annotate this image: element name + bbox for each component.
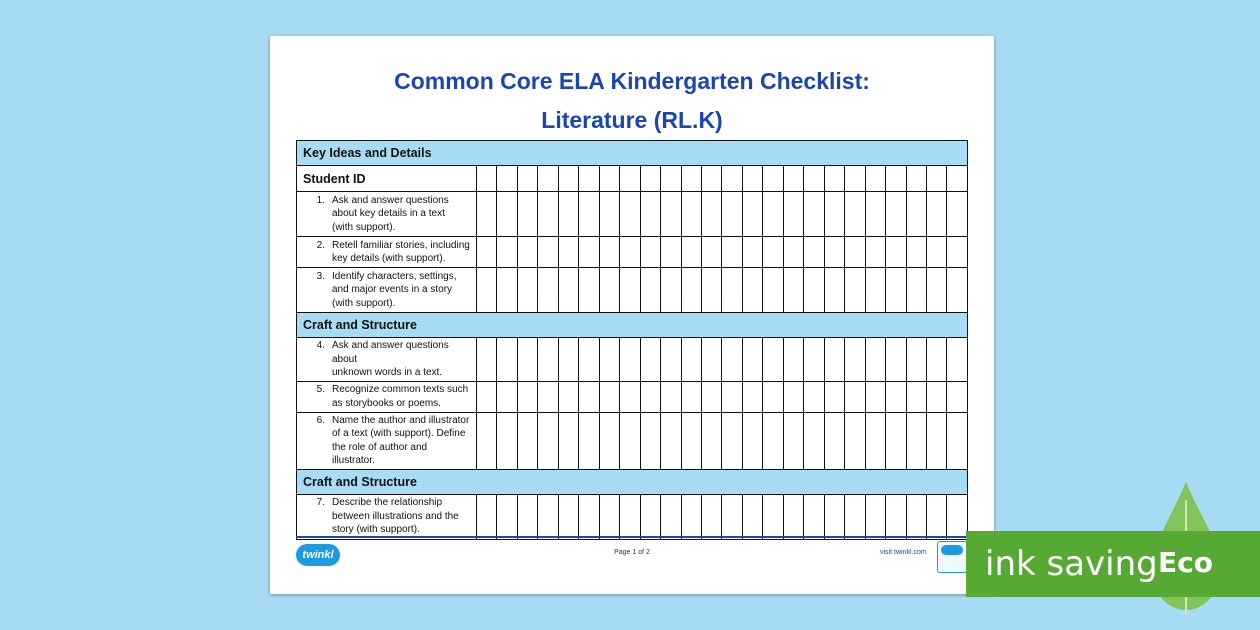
criterion-line: about key details in a text [332, 208, 445, 220]
check-cell[interactable] [886, 338, 906, 382]
check-cell[interactable] [886, 237, 906, 268]
check-cell[interactable] [886, 166, 906, 192]
criterion-line: Recognize common texts such [332, 384, 469, 395]
check-cell[interactable] [497, 338, 517, 382]
quality-badge-icon [937, 541, 967, 573]
check-cell[interactable] [722, 412, 742, 469]
check-cell[interactable] [845, 237, 865, 268]
check-cell[interactable] [477, 494, 497, 539]
check-cell[interactable] [763, 412, 783, 469]
check-cell[interactable] [538, 237, 558, 268]
criterion-cell [297, 412, 477, 469]
criterion-row [297, 237, 968, 268]
check-cell[interactable] [681, 166, 701, 192]
check-cell[interactable] [640, 338, 660, 382]
check-cell[interactable] [640, 192, 660, 237]
check-cell[interactable] [558, 268, 578, 313]
check-cell[interactable] [865, 237, 885, 268]
check-cell[interactable] [620, 381, 640, 412]
student-id-label: Student ID [297, 166, 477, 192]
check-cell[interactable] [742, 166, 762, 192]
footer-divider [296, 536, 967, 538]
check-cell[interactable] [763, 494, 783, 539]
criterion-line: as storybooks or poems. [332, 397, 441, 409]
check-cell[interactable] [926, 166, 946, 192]
criterion-line: unknown words in a text. [332, 367, 443, 378]
check-cell[interactable] [906, 268, 926, 313]
check-cell[interactable] [517, 494, 537, 539]
check-cell[interactable] [926, 494, 946, 539]
check-cell[interactable] [497, 381, 517, 412]
check-cell[interactable] [599, 192, 619, 237]
check-cell[interactable] [558, 166, 578, 192]
check-cell[interactable] [763, 237, 783, 268]
check-cell[interactable] [640, 494, 660, 539]
check-cell[interactable] [824, 237, 844, 268]
check-cell[interactable] [865, 268, 885, 313]
check-cell[interactable] [845, 338, 865, 382]
check-cell[interactable] [517, 381, 537, 412]
check-cell[interactable] [681, 494, 701, 539]
check-cell[interactable] [477, 166, 497, 192]
title-line-2: Literature (RL.K) [541, 107, 723, 133]
check-cell[interactable] [886, 381, 906, 412]
check-cell[interactable] [926, 237, 946, 268]
check-cell[interactable] [804, 338, 824, 382]
check-cell[interactable] [701, 268, 721, 313]
check-cell[interactable] [661, 412, 681, 469]
check-cell[interactable] [497, 412, 517, 469]
check-cell[interactable] [497, 237, 517, 268]
check-cell[interactable] [947, 268, 968, 313]
check-cell[interactable] [926, 192, 946, 237]
section-heading: Craft and Structure [297, 469, 968, 494]
check-cell[interactable] [558, 381, 578, 412]
section-header-row [297, 469, 968, 494]
criterion-number: 6. [316, 414, 325, 426]
check-cell[interactable] [865, 166, 885, 192]
criterion-number: 3. [316, 270, 325, 282]
check-cell[interactable] [824, 381, 844, 412]
check-cell[interactable] [701, 494, 721, 539]
check-cell[interactable] [579, 237, 599, 268]
check-cell[interactable] [497, 192, 517, 237]
criterion-line: Identify characters, settings, [332, 270, 457, 282]
check-cell[interactable] [579, 494, 599, 539]
check-cell[interactable] [538, 338, 558, 382]
check-cell[interactable] [763, 166, 783, 192]
check-cell[interactable] [701, 166, 721, 192]
check-cell[interactable] [906, 237, 926, 268]
check-cell[interactable] [763, 192, 783, 237]
check-cell[interactable] [661, 338, 681, 382]
criterion-row [297, 381, 968, 412]
check-cell[interactable] [579, 166, 599, 192]
criterion-text [332, 270, 472, 311]
check-cell[interactable] [926, 338, 946, 382]
check-cell[interactable] [783, 412, 803, 469]
check-cell[interactable] [947, 192, 968, 237]
check-cell[interactable] [783, 192, 803, 237]
check-cell[interactable] [926, 412, 946, 469]
check-cell[interactable] [722, 494, 742, 539]
check-cell[interactable] [661, 494, 681, 539]
check-cell[interactable] [538, 412, 558, 469]
criterion-line: Ask and answer questions [332, 194, 449, 206]
criterion-cell [297, 338, 477, 382]
check-cell[interactable] [497, 268, 517, 313]
check-cell[interactable] [681, 268, 701, 313]
check-cell[interactable] [538, 494, 558, 539]
check-cell[interactable] [722, 166, 742, 192]
check-cell[interactable] [824, 268, 844, 313]
check-cell[interactable] [558, 237, 578, 268]
check-cell[interactable] [722, 192, 742, 237]
criterion-text [332, 414, 472, 468]
check-cell[interactable] [906, 381, 926, 412]
criterion-line: (with support). [332, 297, 396, 309]
student-id-row [297, 166, 968, 192]
criterion-line: between illustrations and the [332, 510, 459, 522]
check-cell[interactable] [538, 166, 558, 192]
criterion-cell [297, 494, 477, 539]
check-cell[interactable] [804, 237, 824, 268]
check-cell[interactable] [681, 237, 701, 268]
check-cell[interactable] [722, 338, 742, 382]
check-cell[interactable] [742, 494, 762, 539]
eco-badge-text: Eco [1158, 546, 1213, 579]
criterion-number: 5. [316, 384, 325, 395]
check-cell[interactable] [579, 268, 599, 313]
check-cell[interactable] [538, 192, 558, 237]
check-cell[interactable] [886, 412, 906, 469]
check-cell[interactable] [599, 268, 619, 313]
check-cell[interactable] [742, 381, 762, 412]
check-cell[interactable] [701, 338, 721, 382]
check-cell[interactable] [865, 338, 885, 382]
check-cell[interactable] [558, 338, 578, 382]
check-cell[interactable] [742, 412, 762, 469]
page-number: Page 1 of 2 [614, 549, 650, 556]
check-cell[interactable] [886, 494, 906, 539]
check-cell[interactable] [906, 166, 926, 192]
check-cell[interactable] [824, 192, 844, 237]
check-cell[interactable] [579, 412, 599, 469]
check-cell[interactable] [640, 381, 660, 412]
criterion-line: key details (with support). [332, 253, 446, 264]
criterion-line: Name the author and illustrator [332, 414, 470, 426]
check-cell[interactable] [947, 166, 968, 192]
check-cell[interactable] [783, 494, 803, 539]
check-cell[interactable] [620, 268, 640, 313]
check-cell[interactable] [497, 166, 517, 192]
check-cell[interactable] [517, 268, 537, 313]
criterion-row [297, 268, 968, 313]
criterion-text [332, 496, 472, 537]
check-cell[interactable] [845, 192, 865, 237]
check-cell[interactable] [681, 412, 701, 469]
check-cell[interactable] [538, 381, 558, 412]
check-cell[interactable] [947, 338, 968, 382]
worksheet-title [270, 62, 994, 140]
check-cell[interactable] [558, 412, 578, 469]
check-cell[interactable] [579, 192, 599, 237]
check-cell[interactable] [517, 237, 537, 268]
check-cell[interactable] [865, 381, 885, 412]
check-cell[interactable] [947, 237, 968, 268]
criterion-line: Ask and answer questions about [332, 340, 449, 365]
criterion-line: the role of author and illustrator. [332, 441, 428, 466]
check-cell[interactable] [783, 166, 803, 192]
checklist-table [296, 140, 968, 540]
check-cell[interactable] [558, 192, 578, 237]
check-cell[interactable] [661, 237, 681, 268]
check-cell[interactable] [947, 381, 968, 412]
check-cell[interactable] [599, 338, 619, 382]
criterion-row [297, 338, 968, 382]
criterion-line: and major events in a story [332, 284, 453, 296]
check-cell[interactable] [620, 237, 640, 268]
criterion-cell [297, 192, 477, 237]
check-cell[interactable] [661, 268, 681, 313]
check-cell[interactable] [742, 237, 762, 268]
section-heading: Key Ideas and Details [297, 141, 968, 166]
check-cell[interactable] [681, 192, 701, 237]
check-cell[interactable] [845, 166, 865, 192]
criterion-text [332, 194, 472, 235]
check-cell[interactable] [886, 192, 906, 237]
check-cell[interactable] [906, 494, 926, 539]
check-cell[interactable] [783, 338, 803, 382]
check-cell[interactable] [926, 268, 946, 313]
check-cell[interactable] [783, 237, 803, 268]
criterion-row [297, 494, 968, 539]
check-cell[interactable] [763, 268, 783, 313]
check-cell[interactable] [783, 381, 803, 412]
check-cell[interactable] [865, 192, 885, 237]
check-cell[interactable] [620, 494, 640, 539]
check-cell[interactable] [906, 412, 926, 469]
check-cell[interactable] [824, 166, 844, 192]
criterion-cell [297, 268, 477, 313]
criterion-number: 1. [316, 194, 325, 206]
check-cell[interactable] [517, 412, 537, 469]
check-cell[interactable] [599, 166, 619, 192]
check-cell[interactable] [599, 381, 619, 412]
check-cell[interactable] [804, 412, 824, 469]
check-cell[interactable] [845, 412, 865, 469]
check-cell[interactable] [640, 166, 660, 192]
check-cell[interactable] [579, 381, 599, 412]
check-cell[interactable] [742, 338, 762, 382]
criterion-line: story (with support). [332, 524, 420, 536]
check-cell[interactable] [517, 192, 537, 237]
check-cell[interactable] [517, 166, 537, 192]
check-cell[interactable] [599, 412, 619, 469]
check-cell[interactable] [517, 338, 537, 382]
check-cell[interactable] [681, 381, 701, 412]
criterion-text [332, 383, 472, 410]
check-cell[interactable] [865, 412, 885, 469]
check-cell[interactable] [763, 381, 783, 412]
check-cell[interactable] [477, 412, 497, 469]
eco-banner-text: ink saving [985, 544, 1158, 584]
section-heading: Craft and Structure [297, 313, 968, 338]
check-cell[interactable] [477, 192, 497, 237]
criterion-cell [297, 381, 477, 412]
check-cell[interactable] [538, 268, 558, 313]
check-cell[interactable] [477, 338, 497, 382]
check-cell[interactable] [865, 494, 885, 539]
check-cell[interactable] [701, 381, 721, 412]
check-cell[interactable] [661, 192, 681, 237]
check-cell[interactable] [824, 494, 844, 539]
twinkl-logo: twinkl [296, 544, 340, 566]
check-cell[interactable] [906, 192, 926, 237]
check-cell[interactable] [886, 268, 906, 313]
check-cell[interactable] [783, 268, 803, 313]
check-cell[interactable] [804, 166, 824, 192]
check-cell[interactable] [763, 338, 783, 382]
criterion-line: Retell familiar stories, including [332, 239, 470, 251]
check-cell[interactable] [804, 268, 824, 313]
check-cell[interactable] [661, 166, 681, 192]
check-cell[interactable] [477, 237, 497, 268]
criterion-number: 7. [316, 497, 325, 509]
check-cell[interactable] [497, 494, 517, 539]
criterion-row [297, 192, 968, 237]
criterion-number: 4. [316, 340, 325, 351]
check-cell[interactable] [947, 412, 968, 469]
visit-link[interactable]: visit twinkl.com [880, 549, 927, 556]
criterion-text [332, 339, 472, 380]
check-cell[interactable] [701, 192, 721, 237]
check-cell[interactable] [620, 338, 640, 382]
check-cell[interactable] [845, 381, 865, 412]
check-cell[interactable] [742, 268, 762, 313]
check-cell[interactable] [558, 494, 578, 539]
check-cell[interactable] [701, 412, 721, 469]
check-cell[interactable] [599, 494, 619, 539]
check-cell[interactable] [620, 166, 640, 192]
criterion-text [332, 239, 472, 266]
criterion-line: (with support). [332, 221, 396, 233]
criterion-line: of a text (with support). Define [332, 428, 466, 439]
check-cell[interactable] [640, 268, 660, 313]
criterion-number: 2. [316, 239, 325, 251]
title-line-1: Common Core ELA Kindergarten Checklist: [394, 68, 870, 94]
check-cell[interactable] [640, 237, 660, 268]
check-cell[interactable] [640, 412, 660, 469]
criterion-cell [297, 237, 477, 268]
check-cell[interactable] [804, 192, 824, 237]
check-cell[interactable] [579, 338, 599, 382]
check-cell[interactable] [845, 494, 865, 539]
check-cell[interactable] [906, 338, 926, 382]
check-cell[interactable] [926, 381, 946, 412]
section-header-row [297, 141, 968, 166]
check-cell[interactable] [722, 237, 742, 268]
check-cell[interactable] [845, 268, 865, 313]
check-cell[interactable] [701, 237, 721, 268]
check-cell[interactable] [824, 338, 844, 382]
check-cell[interactable] [477, 381, 497, 412]
check-cell[interactable] [947, 494, 968, 539]
check-cell[interactable] [661, 381, 681, 412]
section-header-row [297, 313, 968, 338]
criterion-row [297, 412, 968, 469]
check-cell[interactable] [722, 268, 742, 313]
check-cell[interactable] [742, 192, 762, 237]
check-cell[interactable] [722, 381, 742, 412]
criterion-line: Describe the relationship [332, 497, 443, 509]
check-cell[interactable] [804, 381, 824, 412]
check-cell[interactable] [824, 412, 844, 469]
check-cell[interactable] [804, 494, 824, 539]
check-cell[interactable] [620, 412, 640, 469]
check-cell[interactable] [620, 192, 640, 237]
check-cell[interactable] [477, 268, 497, 313]
check-cell[interactable] [681, 338, 701, 382]
check-cell[interactable] [599, 237, 619, 268]
worksheet-page [270, 36, 994, 594]
